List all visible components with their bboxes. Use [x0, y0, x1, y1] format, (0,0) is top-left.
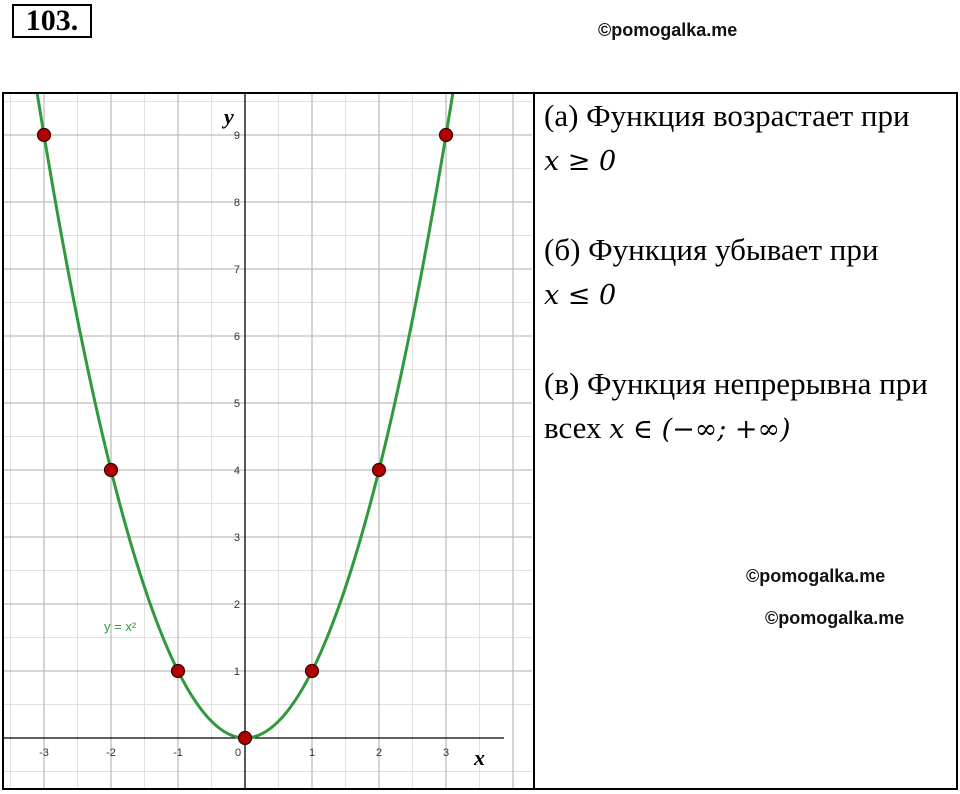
grid-minor	[4, 94, 532, 788]
answer-c-prefix: всех	[544, 410, 602, 445]
y-tick-label: 1	[233, 666, 240, 678]
data-point	[172, 665, 185, 678]
y-tick-label: 4	[233, 465, 240, 477]
x-tick-label: 0	[234, 747, 242, 759]
x-tick-label: -2	[106, 747, 116, 759]
tick-labels	[39, 130, 449, 759]
y-tick-label: 6	[233, 331, 240, 343]
data-point	[306, 665, 319, 678]
y-tick-label: 3	[233, 532, 240, 544]
y-tick-label: 5	[233, 398, 240, 410]
grid-major	[4, 94, 532, 788]
answer-c-condition	[544, 406, 791, 452]
data-point	[373, 464, 386, 477]
x-tick-label: 1	[308, 747, 316, 759]
answer-b-math: x ≤ 0	[544, 280, 617, 311]
column-divider	[533, 94, 535, 788]
x-tick-label: -1	[173, 747, 183, 759]
answer-b-condition	[544, 272, 616, 318]
data-point	[440, 129, 453, 142]
function-label: y = x²	[104, 619, 137, 634]
x-tick-label: 2	[375, 747, 383, 759]
y-tick-label: 2	[233, 599, 240, 611]
parabola-graph	[4, 94, 532, 788]
watermark-bottom: ©pomogalka.me	[765, 608, 905, 628]
answer-a-condition	[544, 138, 616, 184]
answer-c-math: x ∈ (−∞; +∞)	[609, 414, 791, 445]
x-axis-label: x	[474, 745, 485, 770]
axes	[4, 94, 504, 788]
data-point	[105, 464, 118, 477]
data-point	[239, 732, 252, 745]
y-axis-label: y	[224, 104, 234, 129]
answer-a-math: x ≥ 0	[544, 146, 617, 177]
answer-table	[2, 92, 958, 790]
watermark-mid: ©pomogalka.me	[746, 566, 886, 586]
watermark-top: ©pomogalka.me	[598, 20, 738, 40]
answer-c-text: (в) Функция непрерывна при	[544, 366, 928, 401]
task-number: 103.	[12, 4, 92, 38]
y-tick-label: 8	[233, 197, 240, 209]
answer-b-text: (б) Функция убывает при	[544, 232, 879, 267]
answer-a-text: (а) Функция возрастает при	[544, 98, 910, 133]
data-point	[38, 129, 51, 142]
y-tick-label: 7	[233, 264, 240, 276]
x-tick-label: -3	[39, 747, 49, 759]
x-tick-label: 3	[442, 747, 450, 759]
y-tick-label: 9	[233, 130, 240, 142]
